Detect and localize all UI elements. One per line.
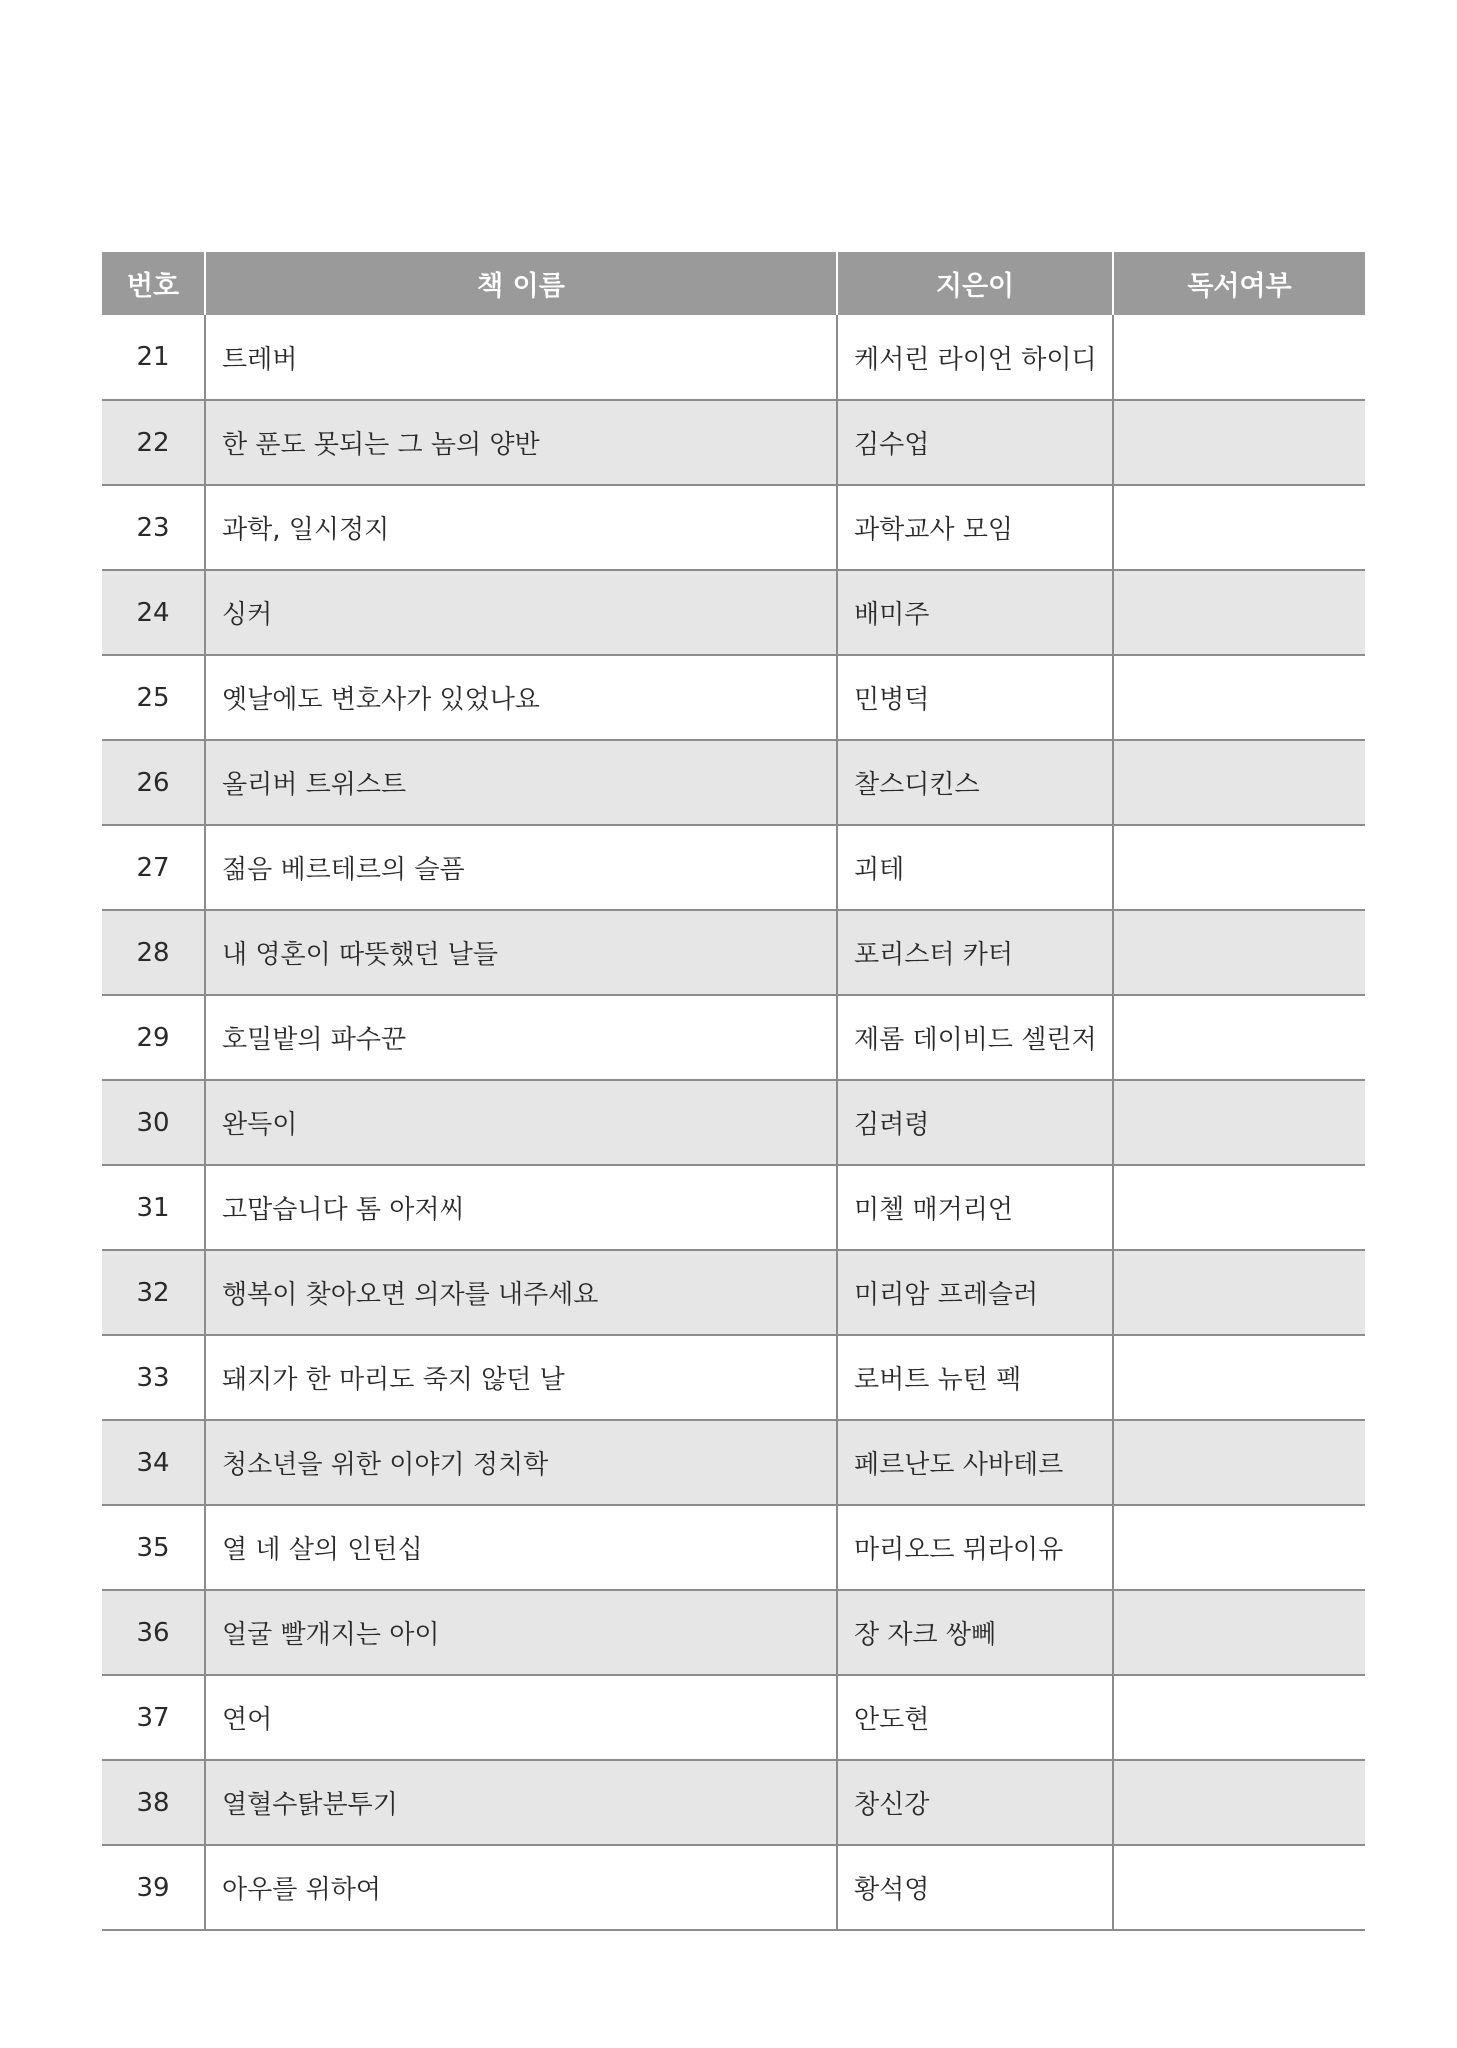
row-number: 36	[102, 1590, 205, 1675]
book-author: 과학교사 모임	[837, 485, 1113, 570]
read-status-cell	[1113, 485, 1365, 570]
table-row	[102, 315, 1365, 400]
header-read-status: 독서여부	[1113, 252, 1365, 315]
book-title: 행복이 찾아오면 의자를 내주세요	[205, 1250, 837, 1335]
book-title: 한 푼도 못되는 그 놈의 양반	[205, 400, 837, 485]
row-number: 32	[102, 1250, 205, 1335]
book-title: 열 네 살의 인턴십	[205, 1505, 837, 1590]
table-row	[102, 1335, 1365, 1420]
table-row	[102, 995, 1365, 1080]
table-row	[102, 1675, 1365, 1760]
row-number: 33	[102, 1335, 205, 1420]
read-status-cell	[1113, 1675, 1365, 1760]
table-row	[102, 740, 1365, 825]
table-header	[102, 252, 1365, 315]
book-author: 미리암 프레슬러	[837, 1250, 1113, 1335]
header-number: 번호	[102, 252, 205, 315]
read-status-cell	[1113, 315, 1365, 400]
table-row	[102, 1250, 1365, 1335]
book-author: 마리오드 뮈라이유	[837, 1505, 1113, 1590]
row-number: 30	[102, 1080, 205, 1165]
book-title: 아우를 위하여	[205, 1845, 837, 1930]
book-title: 젊음 베르테르의 슬픔	[205, 825, 837, 910]
book-author: 페르난도 사바테르	[837, 1420, 1113, 1505]
table-row	[102, 1845, 1365, 1930]
table-body	[102, 315, 1365, 1930]
header-row	[102, 252, 1365, 315]
book-author: 미첼 매거리언	[837, 1165, 1113, 1250]
read-status-cell	[1113, 1420, 1365, 1505]
book-author: 황석영	[837, 1845, 1113, 1930]
read-status-cell	[1113, 1165, 1365, 1250]
book-title: 완득이	[205, 1080, 837, 1165]
book-title: 얼굴 빨개지는 아이	[205, 1590, 837, 1675]
read-status-cell	[1113, 995, 1365, 1080]
table-row	[102, 485, 1365, 570]
book-author: 장 자크 쌍뻬	[837, 1590, 1113, 1675]
row-number: 35	[102, 1505, 205, 1590]
book-author: 로버트 뉴턴 펙	[837, 1335, 1113, 1420]
row-number: 26	[102, 740, 205, 825]
header-title: 책 이름	[205, 252, 837, 315]
book-author: 포리스터 카터	[837, 910, 1113, 995]
row-number: 21	[102, 315, 205, 400]
book-title: 과학, 일시정지	[205, 485, 837, 570]
table-row	[102, 910, 1365, 995]
book-author: 배미주	[837, 570, 1113, 655]
book-title: 청소년을 위한 이야기 정치학	[205, 1420, 837, 1505]
read-status-cell	[1113, 825, 1365, 910]
table-row	[102, 570, 1365, 655]
table-row	[102, 400, 1365, 485]
read-status-cell	[1113, 1760, 1365, 1845]
read-status-cell	[1113, 1590, 1365, 1675]
table-row	[102, 825, 1365, 910]
table-row	[102, 1590, 1365, 1675]
book-author: 김수업	[837, 400, 1113, 485]
row-number: 22	[102, 400, 205, 485]
book-author: 창신강	[837, 1760, 1113, 1845]
table-row	[102, 1080, 1365, 1165]
reading-list-table	[102, 252, 1365, 1931]
read-status-cell	[1113, 400, 1365, 485]
row-number: 34	[102, 1420, 205, 1505]
book-title: 연어	[205, 1675, 837, 1760]
read-status-cell	[1113, 570, 1365, 655]
row-number: 29	[102, 995, 205, 1080]
read-status-cell	[1113, 740, 1365, 825]
row-number: 28	[102, 910, 205, 995]
table-row	[102, 1165, 1365, 1250]
book-author: 괴테	[837, 825, 1113, 910]
read-status-cell	[1113, 910, 1365, 995]
book-title: 내 영혼이 따뜻했던 날들	[205, 910, 837, 995]
row-number: 27	[102, 825, 205, 910]
read-status-cell	[1113, 1845, 1365, 1930]
table-row	[102, 1420, 1365, 1505]
book-title: 옛날에도 변호사가 있었나요	[205, 655, 837, 740]
book-author: 제롬 데이비드 셀린저	[837, 995, 1113, 1080]
book-author: 케서린 라이언 하이디	[837, 315, 1113, 400]
row-number: 38	[102, 1760, 205, 1845]
book-author: 김려령	[837, 1080, 1113, 1165]
table-row	[102, 655, 1365, 740]
read-status-cell	[1113, 655, 1365, 740]
read-status-cell	[1113, 1335, 1365, 1420]
row-number: 25	[102, 655, 205, 740]
book-title: 돼지가 한 마리도 죽지 않던 날	[205, 1335, 837, 1420]
read-status-cell	[1113, 1505, 1365, 1590]
book-title: 올리버 트위스트	[205, 740, 837, 825]
book-title: 고맙습니다 톰 아저씨	[205, 1165, 837, 1250]
book-author: 민병덕	[837, 655, 1113, 740]
row-number: 37	[102, 1675, 205, 1760]
row-number: 31	[102, 1165, 205, 1250]
read-status-cell	[1113, 1250, 1365, 1335]
row-number: 24	[102, 570, 205, 655]
read-status-cell	[1113, 1080, 1365, 1165]
row-number: 39	[102, 1845, 205, 1930]
book-author: 안도현	[837, 1675, 1113, 1760]
table-row	[102, 1505, 1365, 1590]
row-number: 23	[102, 485, 205, 570]
table-row	[102, 1760, 1365, 1845]
book-title: 열혈수탉분투기	[205, 1760, 837, 1845]
book-title: 싱커	[205, 570, 837, 655]
book-title: 호밀밭의 파수꾼	[205, 995, 837, 1080]
header-author: 지은이	[837, 252, 1113, 315]
book-title: 트레버	[205, 315, 837, 400]
book-author: 찰스디킨스	[837, 740, 1113, 825]
